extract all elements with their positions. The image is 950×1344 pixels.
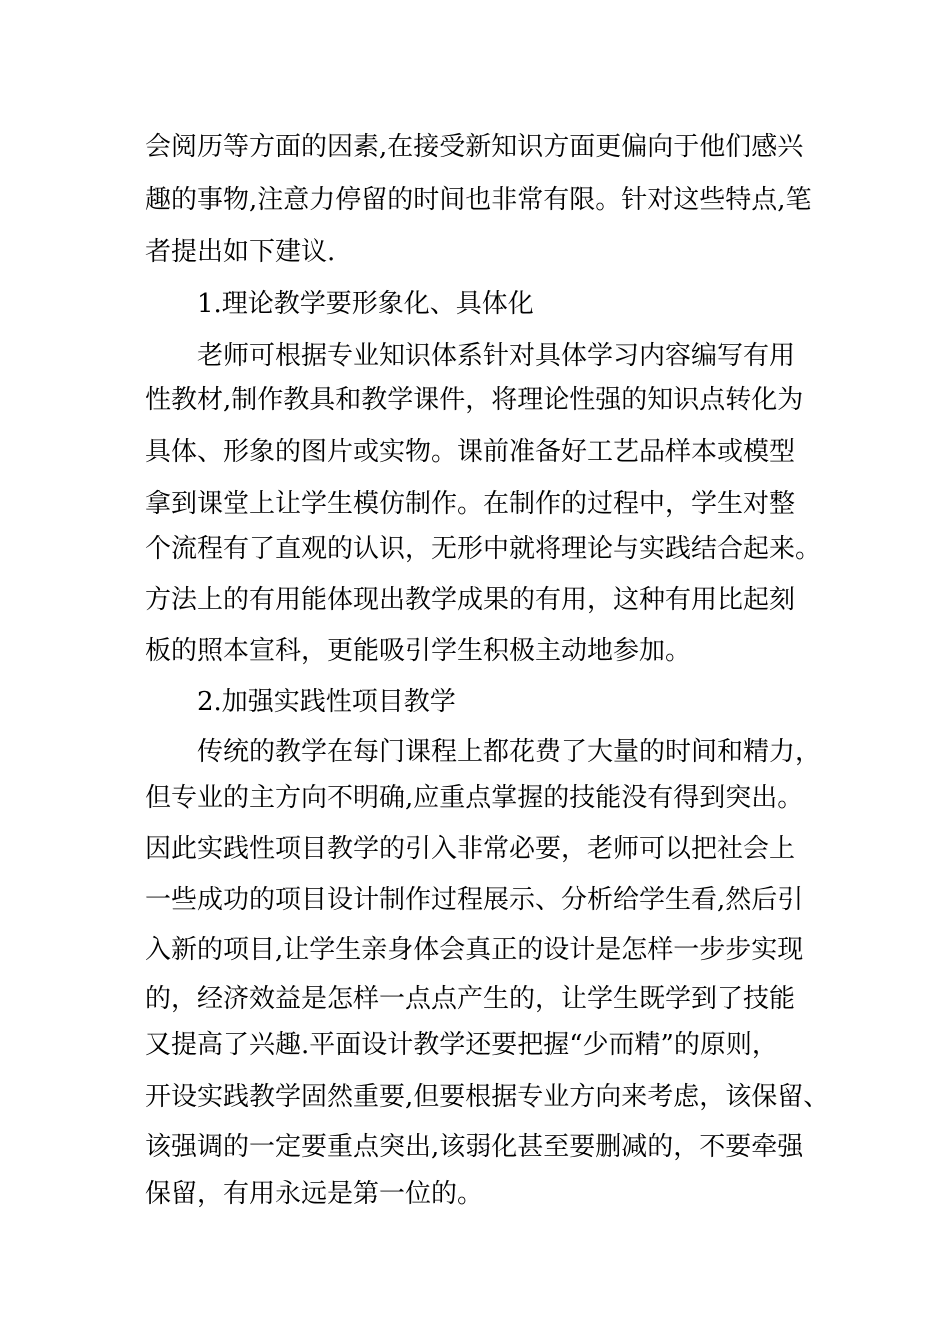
text-line: 保留，有用永远是第一位的。 xyxy=(145,1179,484,1209)
text-line: 板的照本宣科，更能吸引学生积极主动地参加。 xyxy=(145,636,692,666)
text-line: 该强调的一定要重点突出,该弱化甚至要删减的，不要牵强 xyxy=(145,1132,804,1162)
text-line: 方法上的有用能体现出教学成果的有用，这种有用比起刻 xyxy=(145,585,796,615)
text-line: 趣的事物,注意力停留的时间也非常有限。针对这些特点,笔 xyxy=(145,185,812,215)
text-line: 个流程有了直观的认识，无形中就将理论与实践结合起来。 xyxy=(145,534,822,564)
text-line: 但专业的主方向不明确,应重点掌握的技能没有得到突出。 xyxy=(145,783,804,813)
section-heading: 2.加强实践性项目教学 xyxy=(197,687,456,717)
text-line: 老师可根据专业知识体系针对具体学习内容编写有用 xyxy=(197,341,796,371)
text-line: 一些成功的项目设计制作过程展示、分析给学生看,然后引 xyxy=(145,885,804,915)
text-line: 的，经济效益是怎样一点点产生的，让学生既学到了技能 xyxy=(145,984,796,1014)
text-line: 传统的教学在每门课程上都花费了大量的时间和精力， xyxy=(197,737,822,767)
text-line: 入新的项目,让学生亲身体会真正的设计是怎样一步步实现 xyxy=(145,935,804,965)
text-line: 又提高了兴趣.平面设计教学还要把握“少而精”的原则， xyxy=(145,1030,778,1060)
text-line: 具体、形象的图片或实物。课前准备好工艺品样本或模型 xyxy=(145,437,796,467)
text-line: 者提出如下建议. xyxy=(145,237,336,267)
section-heading: 1.理论教学要形象化、具体化 xyxy=(197,289,534,319)
text-line: 拿到课堂上让学生模仿制作。在制作的过程中，学生对整 xyxy=(145,489,796,519)
text-line: 会阅历等方面的因素,在接受新知识方面更偏向于他们感兴 xyxy=(145,132,804,162)
text-line: 因此实践性项目教学的引入非常必要，老师可以把社会上 xyxy=(145,834,796,864)
text-line: 性教材,制作教具和教学课件，将理论性强的知识点转化为 xyxy=(145,385,804,415)
text-line: 开设实践教学固然重要,但要根据专业方向来考虑，该保留、 xyxy=(145,1082,830,1112)
